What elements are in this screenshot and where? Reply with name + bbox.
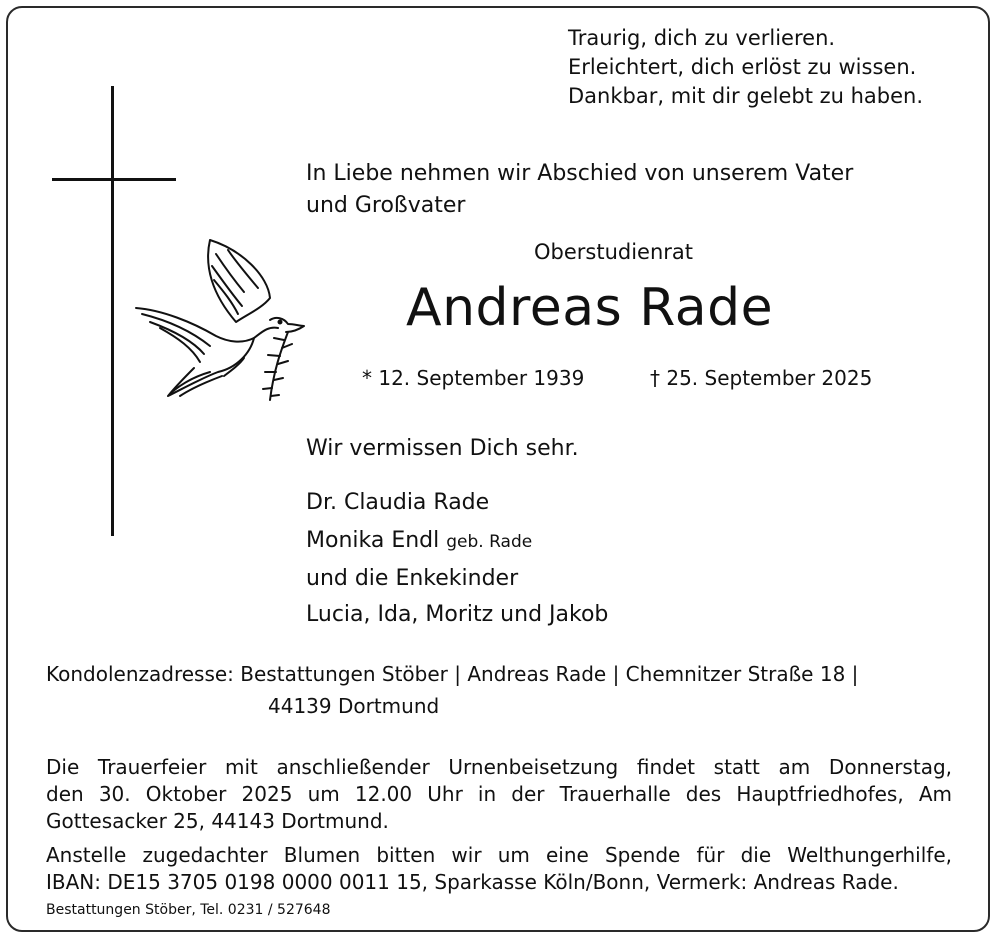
farewell-intro: [306, 158, 853, 222]
intro-line: In Liebe nehmen wir Abschied von unserem Vater: [306, 161, 854, 186]
deceased-title: Oberstudienrat: [534, 240, 694, 264]
poem: [568, 24, 923, 111]
funeral-line: Die Trauerfeier mit anschließender Urnenbeisetzung findet statt am Donnerstag,: [46, 755, 952, 779]
death-date: † 25. September 2025: [650, 366, 873, 390]
birth-date: * 12. September 1939: [362, 366, 585, 390]
condolence-address: Kondolenzadresse: Bestattungen Stöber | Andreas Rade | Chemnitzer Straße 18 |: [46, 662, 859, 686]
condolence-city: 44139 Dortmund: [268, 694, 440, 718]
poem-line: Dankbar, mit dir gelebt zu haben.: [568, 84, 924, 108]
deceased-name: Andreas Rade: [406, 278, 774, 338]
mourner-name: Monika Endl: [306, 528, 440, 553]
maiden-name-note: geb. Rade: [446, 532, 533, 552]
intro-line: und Großvater: [306, 193, 466, 218]
donation-info: [46, 842, 952, 896]
poem-line: Traurig, dich zu verlieren.: [568, 26, 836, 50]
donation-line: IBAN: DE15 3705 0198 0000 0011 15, Sparkasse Köln/Bonn, Vermerk: Andreas Rade.: [46, 870, 899, 894]
dove-with-olive-branch-icon: [132, 236, 308, 404]
mourner-line: Dr. Claudia Rade: [306, 490, 490, 515]
poem-line: Erleichtert, dich erlöst zu wissen.: [568, 55, 917, 79]
funeral-home-footer: Bestattungen Stöber, Tel. 0231 / 527648: [46, 902, 331, 918]
mourner-line: und die Enkekinder: [306, 566, 519, 591]
mourner-line: Lucia, Ida, Moritz und Jakob: [306, 602, 609, 627]
funeral-line: den 30. Oktober 2025 um 12.00 Uhr in der Trauerhalle des Hauptfriedhofes, Am: [46, 782, 952, 806]
funeral-line: Gottesacker 25, 44143 Dortmund.: [46, 809, 389, 833]
donation-line: Anstelle zugedachter Blumen bitten wir um eine Spende für die Welthungerhilfe,: [46, 843, 952, 867]
mourner-line: [306, 528, 532, 553]
miss-message: Wir vermissen Dich sehr.: [306, 436, 579, 461]
funeral-info: [46, 754, 952, 835]
